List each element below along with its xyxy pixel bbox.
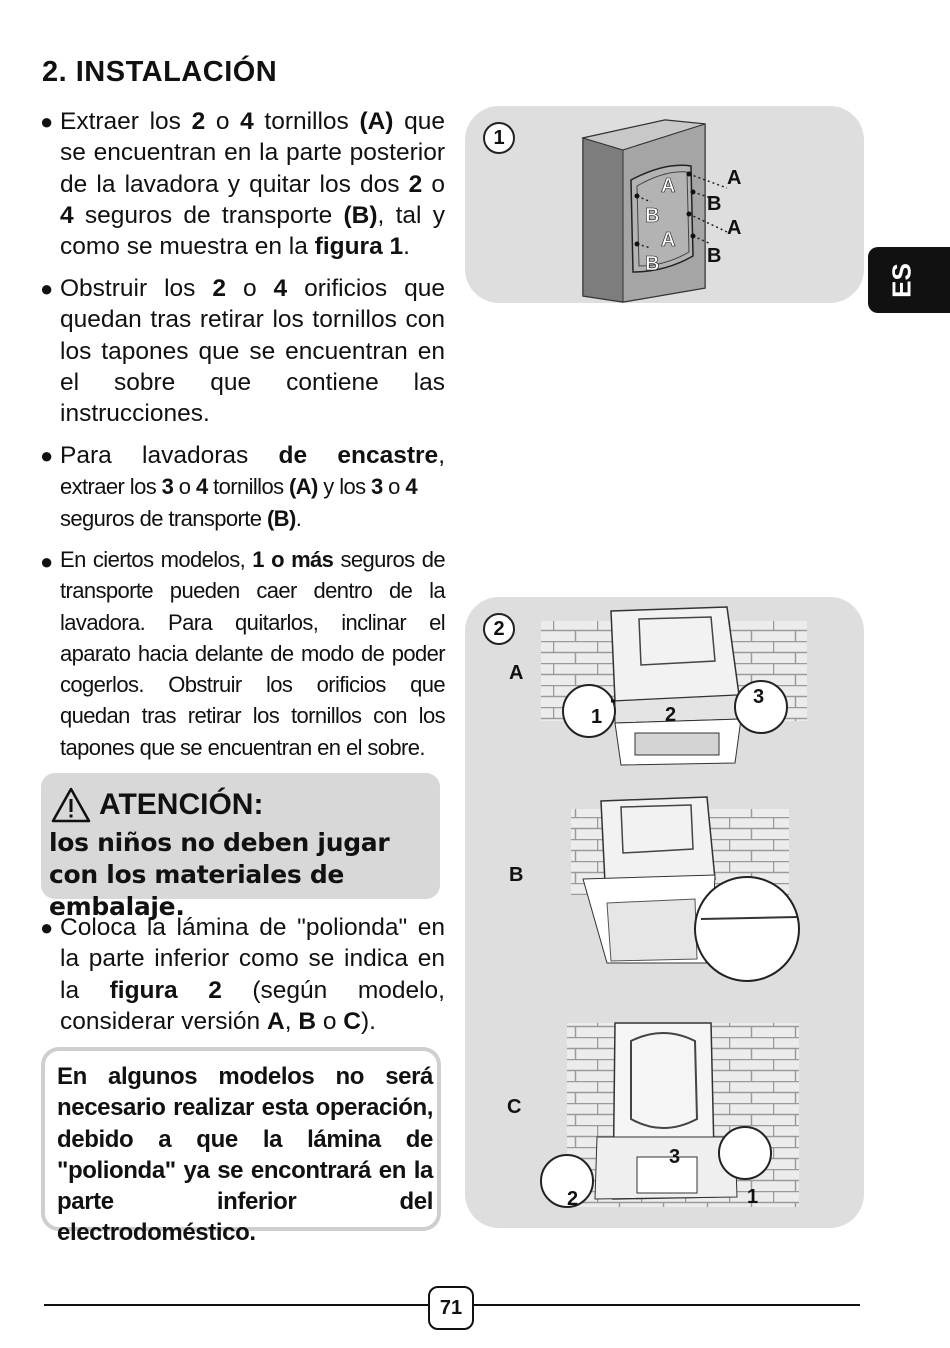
footer-rule-left — [44, 1304, 428, 1306]
warning-body: los niños no deben jugar con los materiales de embalaje. — [49, 828, 390, 921]
step-3-label: 3 — [669, 1146, 681, 1168]
bullet-dot: ● — [40, 549, 53, 574]
washer-rear-illustration — [465, 106, 864, 303]
figure-2-panel — [465, 597, 864, 1228]
section-title: 2. INSTALACIÓN — [42, 56, 278, 88]
bullet-dot: ● — [40, 443, 54, 468]
step-3-label: 3 — [753, 686, 765, 708]
bullet-text: En ciertos modelos, 1 o más seguros de transporte pueden caer dentro de la lavadora. Para quitarlos, inclinar el aparato hacia delante de modo de poder cogerlos. Obstruir los orificios que quedan tras retirar los tornillos con los tapones que se encuentran en el sobre. — [60, 547, 445, 760]
version-a-label: A — [509, 662, 524, 684]
label-b: B — [707, 193, 722, 215]
figure-number: 2 — [483, 613, 515, 645]
step-2-label: 2 — [567, 1188, 579, 1210]
figure-number: 1 — [483, 122, 515, 154]
bullet-built-in — [40, 440, 445, 534]
version-c-label: C — [507, 1096, 522, 1118]
label-b: B — [645, 253, 660, 275]
footer-rule-right — [474, 1304, 860, 1306]
step-2-label: 2 — [665, 704, 677, 726]
bullet-dot: ● — [40, 276, 54, 301]
bullet-plug-holes — [40, 273, 445, 429]
label-a: A — [661, 229, 676, 251]
polionda-installation-illustration — [465, 597, 864, 1228]
note-box — [41, 1047, 441, 1247]
bullet-fallen-brackets — [40, 544, 445, 763]
bullet-dot: ● — [40, 109, 54, 134]
bullet-remove-screws — [40, 106, 445, 262]
page-number: 71 — [428, 1286, 474, 1330]
label-b: B — [707, 245, 722, 267]
bullet-text: Coloca la lámina de "polionda" en la parte inferior como se indica en la figura 2 (según modelo, considerar versión A, B o C). — [60, 914, 445, 1035]
language-tab-label: ES — [886, 263, 917, 298]
label-a: A — [727, 217, 742, 239]
step-1-label: 1 — [591, 706, 603, 728]
language-tab — [868, 247, 950, 313]
bullet-polionda-sheet — [40, 912, 445, 1037]
note-text: En algunos modelos no será necesario realizar esta operación, debido a que la lámina de "polionda" ya se encontrará en la parte inferior del electrodoméstico. — [57, 1063, 433, 1247]
bullet-text: Obstruir los 2 o 4 orificios que quedan tras retirar los tornillos con los tapones que se encuentran en el sobre que contiene las instrucciones. — [60, 275, 445, 428]
bullet-text: Extraer los 2 o 4 tornillos (A) que se encuentran en la parte posterior de la lavadora y quitar los dos 2 o 4 seguros de transporte (B), tal y como se muestra en la figura 1. — [60, 108, 446, 261]
warning-box — [41, 773, 440, 921]
bullet-text: Para lavadoras de encastre, — [60, 442, 445, 469]
label-b: B — [645, 205, 660, 227]
figure-1-panel — [465, 106, 864, 303]
warning-triangle-icon — [51, 787, 91, 823]
version-b-label: B — [509, 864, 524, 886]
bullet-text-narrow: extraer los 3 o 4 tornillos (A) y los 3 o 4 seguros de transporte (B). — [60, 474, 417, 531]
bullet-dot: ● — [40, 915, 54, 940]
label-a: A — [727, 167, 742, 189]
label-a: A — [661, 175, 676, 197]
warning-heading — [51, 787, 263, 823]
warning-title: ATENCIÓN: — [99, 788, 264, 821]
step-1-label: 1 — [747, 1186, 759, 1208]
